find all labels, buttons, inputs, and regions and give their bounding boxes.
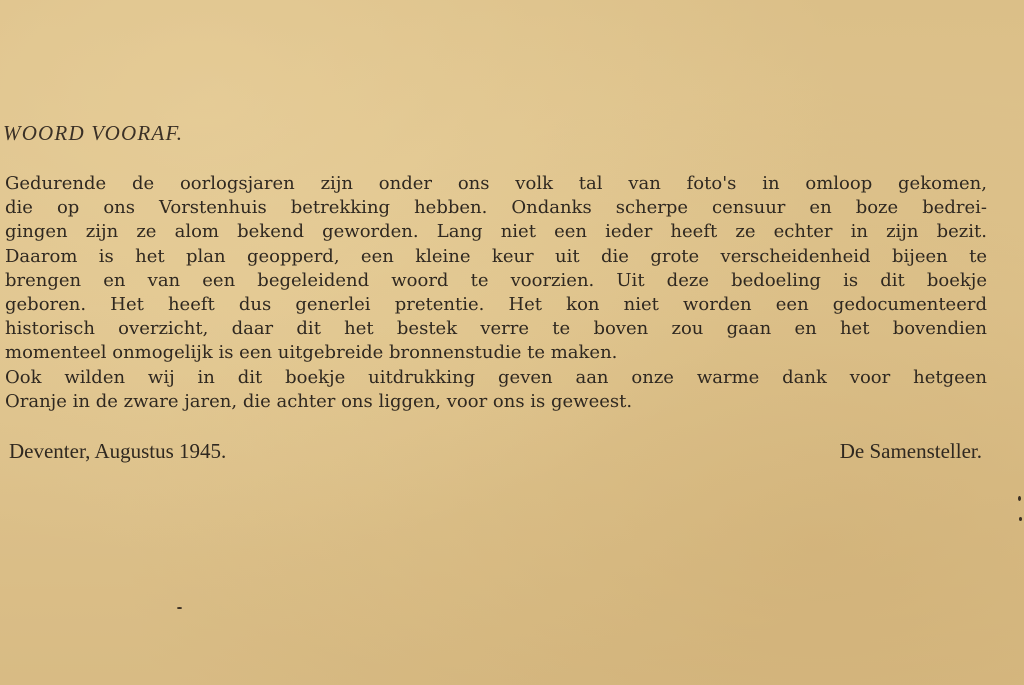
page-heading: WOORD VOORAF. <box>3 121 184 145</box>
body-line: momenteel onmogelijk is een uitgebreide bronnenstudie te maken. <box>5 342 618 364</box>
paper-speck <box>1018 496 1021 501</box>
body-line: Ook wilden wij in dit boekje uitdrukking geven aan onze warme dank voor hetgeen <box>5 366 987 388</box>
body-line: Daarom is het plan geopperd, een kleine keur uit die grote verscheidenheid bijeen te <box>5 245 987 267</box>
body-line: Gedurende de oorlogsjaren zijn onder ons volk tal van foto's in omloop gekomen, <box>5 173 987 194</box>
paper-speck <box>177 607 182 609</box>
body-line: Oranje in de zware jaren, die achter ons liggen, voor ons is geweest. <box>5 390 633 412</box>
body-line: historisch overzicht, daar dit het bestek verre te boven zou gaan en het bovendien <box>5 318 987 340</box>
body-line: brengen en van een begeleidend woord te voorzien. Uit deze bedoeling is dit boekje <box>5 269 987 291</box>
paper-speck <box>1019 517 1022 521</box>
body-line: geboren. Het heeft dus generlei pretentie. Het kon niet worden een gedocumenteerd <box>5 293 987 315</box>
body-line: gingen zijn ze alom bekend geworden. Lang niet een ieder heeft ze echter in zijn bezit. <box>5 221 987 243</box>
signature: De Samensteller. <box>839 439 982 463</box>
foreword-body <box>5 172 987 414</box>
body-line: die op ons Vorstenhuis betrekking hebben. Ondanks scherpe censuur en boze bedrei- <box>5 197 987 219</box>
place-date: Deventer, Augustus 1945. <box>9 439 227 463</box>
